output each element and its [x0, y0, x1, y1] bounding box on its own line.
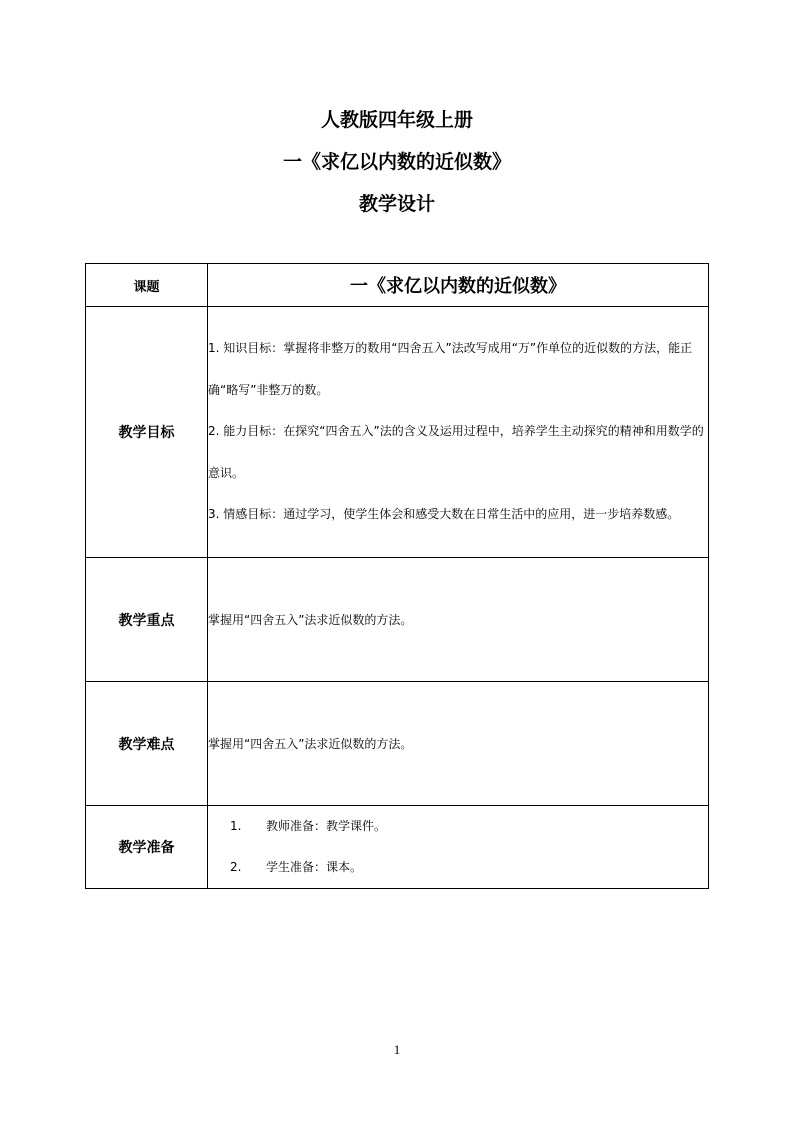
- table-row-subject: [86, 264, 709, 307]
- list-item: [208, 806, 708, 847]
- preparation-label: 教学准备: [86, 806, 208, 889]
- table-row-preparation: [86, 806, 709, 889]
- list-item-text: 教师准备：教学课件。: [266, 819, 387, 833]
- goal-item-emotion: 3. 情感目标：通过学习，使学生体会和感受大数在日常生活中的应用，进一步培养数感。: [208, 507, 680, 522]
- list-item: [208, 847, 708, 888]
- goals-content: [208, 307, 709, 558]
- table-row-difficulties: [86, 682, 709, 806]
- document-title-line-3: 教学设计: [358, 193, 435, 215]
- subject-value: 一《求亿以内数的近似数》: [208, 264, 709, 307]
- difficulties-label: 教学难点: [86, 682, 208, 806]
- table-row-key-points: [86, 558, 709, 682]
- document-title-line-1: 人教版四年级上册: [320, 109, 473, 131]
- table-row-goals: [86, 307, 709, 558]
- preparation-list: [208, 806, 708, 888]
- subject-label: 课题: [86, 264, 208, 307]
- document-title-line-2: 一《求亿以内数的近似数》: [282, 151, 511, 173]
- key-points-label: 教学重点: [86, 558, 208, 682]
- lesson-plan-table: [85, 263, 709, 889]
- preparation-content: [208, 806, 709, 889]
- difficulties-content: 掌握用“四舍五入”法求近似数的方法。: [208, 682, 709, 806]
- key-points-content: 掌握用“四舍五入”法求近似数的方法。: [208, 558, 709, 682]
- list-item-number: 1.: [230, 819, 242, 833]
- page-number: 1: [393, 1042, 401, 1057]
- list-item-text: 学生准备：课本。: [266, 860, 363, 874]
- goals-label: 教学目标: [86, 307, 208, 558]
- goal-item-knowledge: 1. 知识目标：掌握将非整万的数用“四舍五入”法改写成用“万”作单位的近似数的方法，能正确“略写”非整万的数。: [208, 341, 693, 397]
- goal-item-ability: 2. 能力目标：在探究“四舍五入”法的含义及运用过程中，培养学生主动探究的精神和用数学的意识。: [208, 424, 704, 480]
- list-item-number: 2.: [230, 860, 242, 874]
